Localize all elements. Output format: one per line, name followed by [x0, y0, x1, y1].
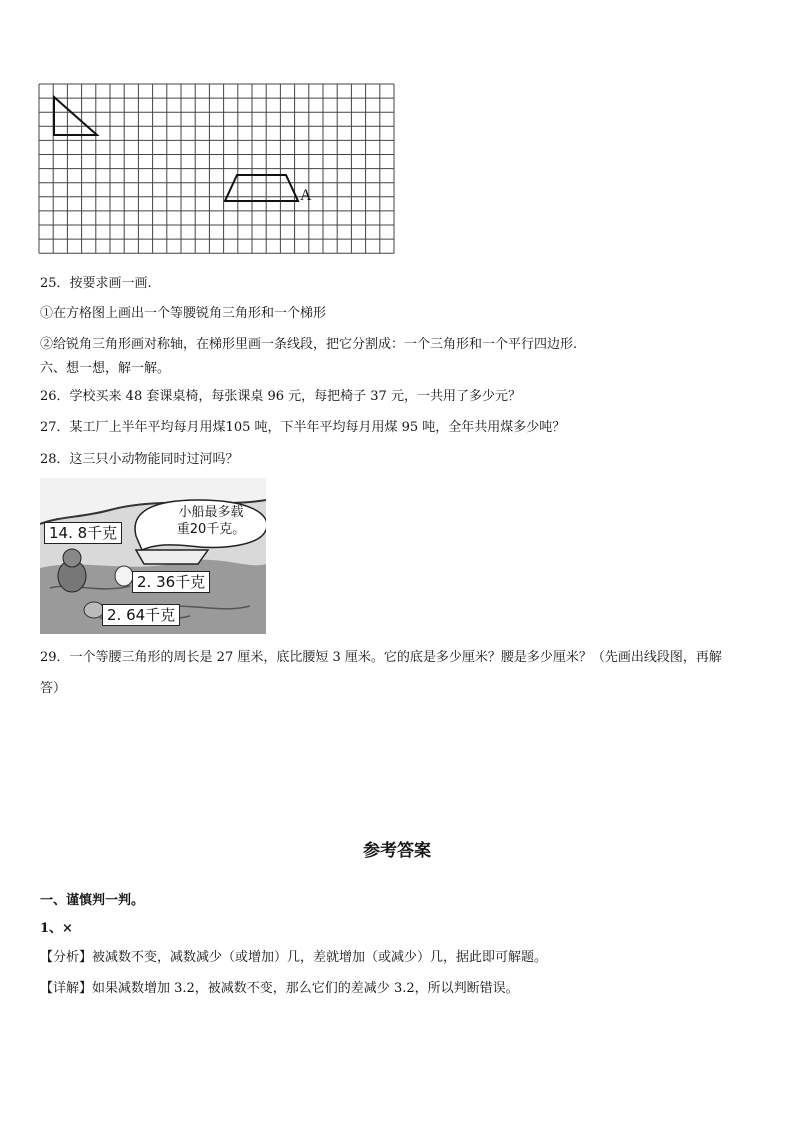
section6-heading: 六、想一想，解一解。	[40, 361, 171, 376]
q26: 26．学校买来 48 套课桌椅，每张课桌 96 元，每把椅子 37 元，一共用了多少元？	[40, 389, 521, 404]
answer-analysis: 【分析】被减数不变，减数减少（或增加）几，差就增加（或减少）几，据此即可解题。	[40, 950, 548, 965]
grid-figure	[38, 83, 398, 257]
q29-line1: 29．一个等腰三角形的周长是 27 厘米，底比腰短 3 厘米。它的底是多少厘米？腰是多少厘米？（先画出线段图，再解	[40, 650, 722, 665]
answers-title: 参考答案	[363, 841, 431, 861]
q25-item2: ②给锐角三角形画对称轴，在梯形里画一条线段，把它分割成：一个三角形和一个平行四边形.	[40, 337, 578, 352]
answer-detail: 【详解】如果减数增加 3.2，被减数不变，那么它们的差减少 3.2，所以判断错误。	[40, 981, 519, 996]
q25-item1: ①在方格图上画出一个等腰锐角三角形和一个梯形	[40, 306, 327, 321]
river-animals-picture	[40, 478, 266, 634]
weight-tag-bird: 2. 64千克	[102, 604, 180, 626]
answer-item1: 1、×	[40, 921, 73, 936]
weight-tag-monkey: 14. 8千克	[44, 522, 122, 544]
bubble-line2: 重20千克。	[176, 522, 246, 537]
q28: 28．这三只小动物能同时过河吗？	[40, 452, 239, 467]
grid-lines	[39, 84, 394, 253]
bubble-line1: 小船最多载	[178, 505, 244, 520]
answers-section1: 一、谨慎判一判。	[40, 893, 145, 908]
point-label-a: A	[300, 187, 312, 204]
right-triangle	[54, 97, 97, 135]
q29-line2: 答）	[40, 681, 67, 696]
q25-title: 25．按要求画一画.	[40, 276, 152, 291]
boat-shape	[136, 550, 208, 564]
q27: 27．某工厂上半年平均每月用煤105 吨，下半年平均每月用煤 95 吨，全年共用煤多少吨？	[40, 420, 566, 435]
weight-tag-rabbit: 2. 36千克	[132, 571, 210, 593]
